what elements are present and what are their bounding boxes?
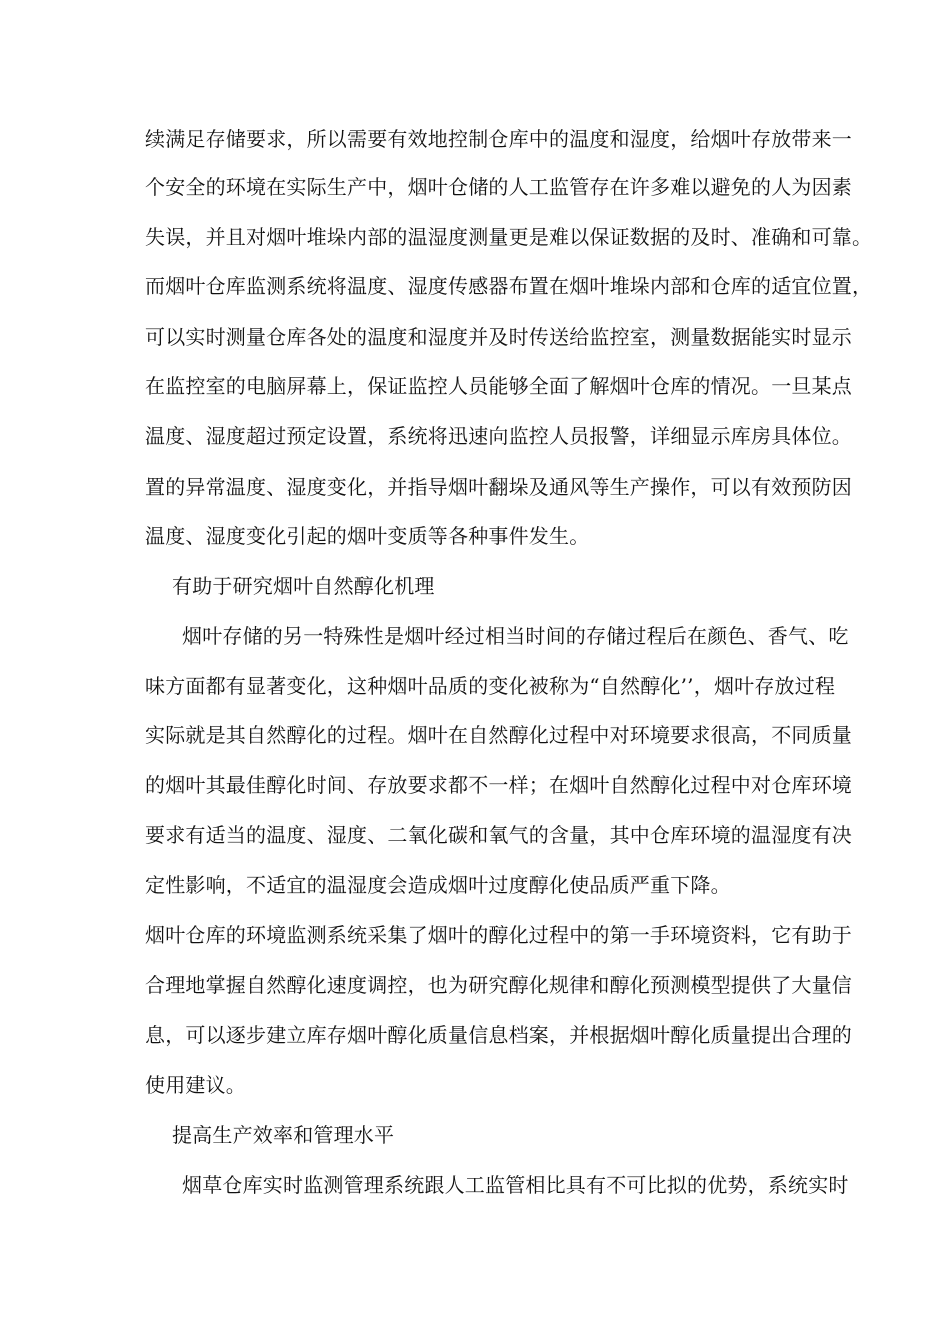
text-line: 续满足存储要求，所以需要有效地控制仓库中的温度和湿度，给烟叶存放带来一	[145, 127, 852, 151]
text-line: 味方面都有显著变化，这种烟叶品质的变化被称为“自然醇化’’，烟叶存放过程	[145, 674, 836, 698]
text-line: 烟叶仓库的环境监测系统采集了烟叶的醇化过程中的第一手环境资料，它有助于	[145, 923, 852, 947]
section-heading: 有助于研究烟叶自然醇化机理	[172, 574, 435, 598]
text-line: 置的异常温度、湿度变化，并指导烟叶翻垛及通风等生产操作，可以有效预防因	[145, 475, 852, 499]
text-line: 而烟叶仓库监测系统将温度、湿度传感器布置在烟叶堆垛内部和仓库的适宜位置，	[145, 274, 873, 298]
text-line: 要求有适当的温度、湿度、二氧化碳和氧气的含量，其中仓库环境的温湿度有决	[145, 823, 852, 847]
text-line: 烟草仓库实时监测管理系统跟人工监管相比具有不可比拟的优势，系统实时	[182, 1173, 849, 1197]
text-line: 个安全的环境在实际生产中，烟叶仓储的人工监管存在许多难以避免的人为因素	[145, 175, 852, 199]
text-line: 实际就是其自然醇化的过程。烟叶在自然醇化过程中对环境要求很高，不同质量	[145, 723, 852, 747]
text-line: 息，可以逐步建立库存烟叶醇化质量信息档案，并根据烟叶醇化质量提出合理的	[145, 1023, 852, 1047]
text-line: 使用建议。	[145, 1073, 246, 1097]
section-heading: 提高生产效率和管理水平	[172, 1123, 395, 1147]
text-line: 可以实时测量仓库各处的温度和湿度并及时传送给监控室，测量数据能实时显示	[145, 325, 852, 349]
text-line: 定性影响，不适宜的温湿度会造成烟叶过度醇化使品质严重下降。	[145, 873, 731, 897]
text-line: 失误，并且对烟叶堆垛内部的温湿度测量更是难以保证数据的及时、准确和可靠。	[145, 225, 873, 249]
text-line: 合理地掌握自然醇化速度调控，也为研究醇化规律和醇化预测模型提供了大量信	[145, 973, 852, 997]
text-line: 的烟叶其最佳醇化时间、存放要求都不一样；在烟叶自然醇化过程中对仓库环境	[145, 773, 852, 797]
text-line: 温度、湿度超过预定设置，系统将迅速向监控人员报警，详细显示库房具体位。	[145, 424, 852, 448]
text-line: 在监控室的电脑屏幕上，保证监控人员能够全面了解烟叶仓库的情况。一旦某点	[145, 374, 852, 398]
text-line: 温度、湿度变化引起的烟叶变质等各种事件发生。	[145, 524, 590, 548]
text-line: 烟叶存储的另一特殊性是烟叶经过相当时间的存储过程后在颜色、香气、吃	[182, 624, 849, 648]
